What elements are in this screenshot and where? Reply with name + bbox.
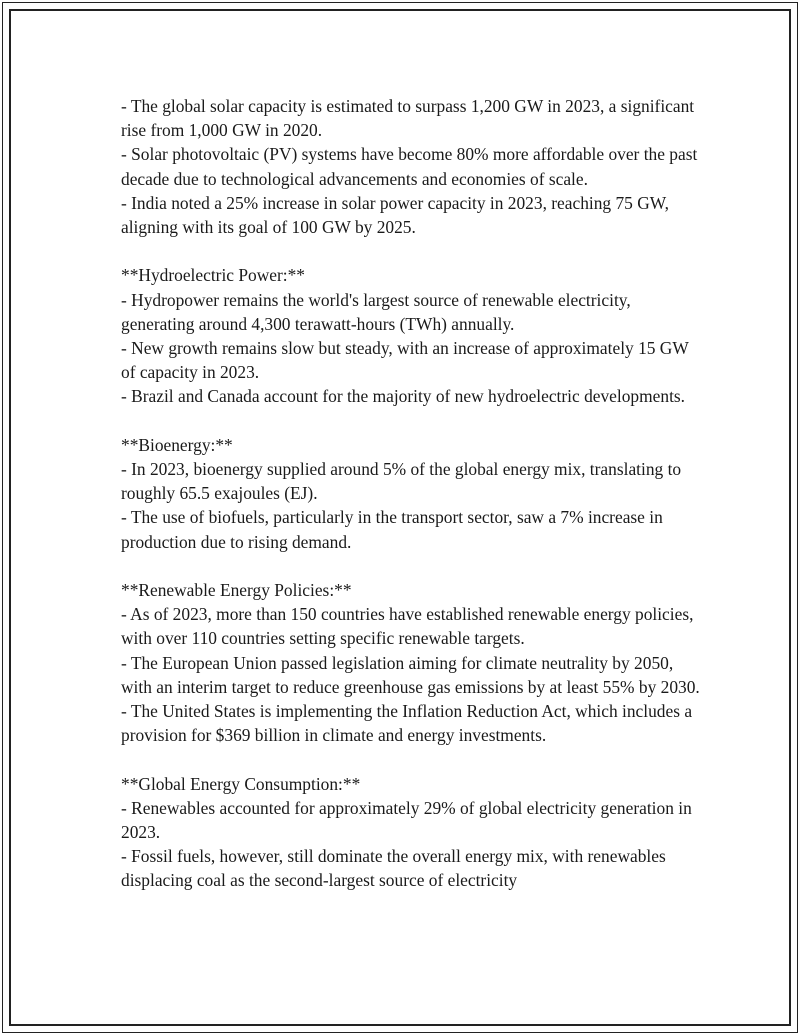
bullet-item: - Hydropower remains the world's largest source of renewable electricity, generating around 4,300 terawatt-hours (TWh) annually. — [121, 289, 631, 334]
section-global-consumption — [121, 772, 701, 893]
section-heading: **Renewable Energy Policies:** — [121, 580, 352, 601]
bullet-item: - In 2023, bioenergy supplied around 5% of the global energy mix, translating to roughly 65.5 exajoules (EJ). — [121, 459, 682, 504]
bullet-item: - Solar photovoltaic (PV) systems have become 80% more affordable over the past decade due to technological advancements and economies of scale. — [121, 144, 698, 189]
document-page — [2, 2, 798, 1033]
bullet-item: - The use of biofuels, particularly in the transport sector, saw a 7% increase in production due to rising demand. — [121, 507, 663, 552]
section-policies — [121, 578, 701, 747]
section-spacer — [121, 747, 701, 771]
section-hydroelectric — [121, 263, 701, 408]
bullet-item: - New growth remains slow but steady, with an increase of approximately 15 GW of capacity in 2023. — [121, 338, 689, 383]
section-heading: **Bioenergy:** — [121, 434, 233, 455]
document-body — [121, 94, 701, 893]
section-solar — [121, 94, 701, 239]
section-spacer — [121, 239, 701, 263]
bullet-item: - The European Union passed legislation aiming for climate neutrality by 2050, with an interim target to reduce greenhouse gas emissions by at least 55% by 2030. — [121, 652, 700, 697]
bullet-item: - The global solar capacity is estimated to surpass 1,200 GW in 2023, a significant rise from 1,000 GW in 2020. — [121, 96, 695, 141]
section-bioenergy — [121, 433, 701, 554]
bullet-item: - Brazil and Canada account for the majority of new hydroelectric developments. — [121, 386, 686, 407]
bullet-item: - Fossil fuels, however, still dominate the overall energy mix, with renewables displacing coal as the second-largest source of electricity — [121, 846, 666, 891]
section-spacer — [121, 409, 701, 433]
section-heading: **Hydroelectric Power:** — [121, 265, 305, 286]
bullet-item: - India noted a 25% increase in solar power capacity in 2023, reaching 75 GW, aligning with its goal of 100 GW by 2025. — [121, 192, 669, 238]
bullet-item: - Renewables accounted for approximately 29% of global electricity generation in 2023. — [121, 797, 692, 843]
section-heading: **Global Energy Consumption:** — [121, 773, 361, 794]
bullet-item: - As of 2023, more than 150 countries have established renewable energy policies, with over 110 countries setting specific renewable targets. — [121, 604, 694, 649]
section-spacer — [121, 554, 701, 578]
bullet-item: - The United States is implementing the Inflation Reduction Act, which includes a provision for $369 billion in climate and energy investments. — [121, 701, 693, 746]
